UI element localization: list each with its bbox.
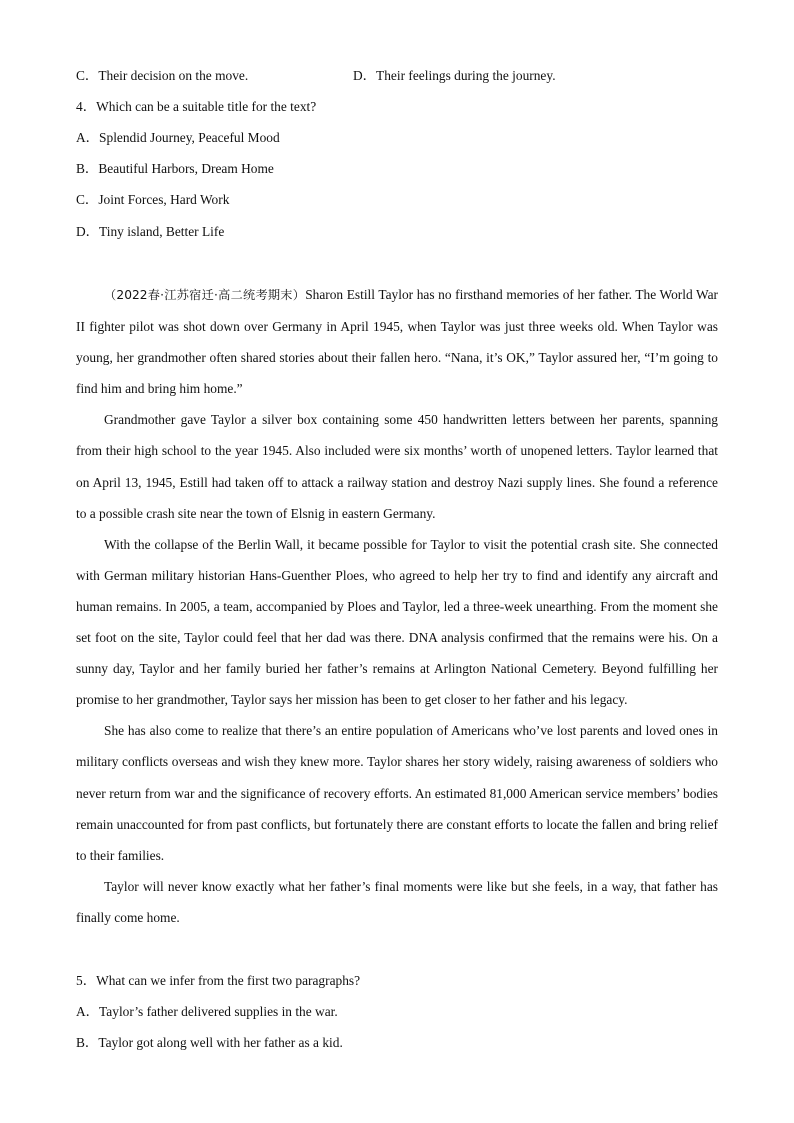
passage-paragraph-5: Taylor will never know exactly what her father’s final moments were like but she feels, in a way, that father has finally come home. — [76, 878, 718, 925]
q3-options-row — [76, 68, 718, 84]
q4-stem: 4．Which can be a suitable title for the text? — [76, 99, 317, 114]
passage-source: （2022春·江苏宿迁·高二统考期末） — [104, 288, 306, 302]
passage-paragraph-4: She has also come to realize that there’s an entire population of Americans who’ve lost parents and loved ones in military conflicts overseas and wish they knew more. Taylor shares her story widely, raising awareness of soldiers who never return from war and the significance of recovery efforts. An estimated 81,000 American service members’ bodies remain unaccounted for from past conflicts, but fortunately there are constant efforts to locate the fallen and bring relief to their families. — [76, 723, 718, 863]
passage-paragraph-3: With the collapse of the Berlin Wall, it became possible for Taylor to visit the potential crash site. She connected with German military historian Hans-Guenther Ploes, who agreed to help her try to find and identify any aircraft and human remains. In 2005, a team, accompanied by Ploes and Taylor, led a three-week unearthing. From the moment she set foot on the site, Taylor could feel that her dad was there. DNA analysis confirmed that the remains were his. On a sunny day, Taylor and her family buried her father’s remains at Arlington National Cemetery. Beyond fulfilling her promise to her grandmother, Taylor says her mission has been to get closer to her father and his legacy. — [76, 536, 718, 708]
q4-option-d[interactable]: D．Tiny island, Better Life — [76, 224, 225, 239]
passage-paragraph-1 — [76, 279, 718, 404]
q4-option-c[interactable]: C．Joint Forces, Hard Work — [76, 192, 230, 207]
reading-passage — [76, 279, 718, 933]
q3-option-d[interactable]: D．Their feelings during the journey. — [353, 68, 556, 83]
passage-paragraph-2: Grandmother gave Taylor a silver box containing some 450 handwritten letters between her parents, spanning from their high school to the year 1945. Also included were six months’ worth of unopened letters. Taylor learned that on April 13, 1945, Estill had taken off to attack a railway station and destroy Nazi supply lines. She found a reference to a possible crash site near the town of Elsnig in eastern Germany. — [76, 412, 718, 521]
q5-stem: 5．What can we infer from the first two paragraphs? — [76, 973, 361, 988]
q3-option-c[interactable]: C．Their decision on the move. — [76, 68, 249, 83]
q5-option-a[interactable]: A．Taylor’s father delivered supplies in the war. — [76, 1004, 338, 1019]
passage-paragraph-1-text: Sharon Estill Taylor has no firsthand memories of her father. The World War II fighter pilot was shot down over Germany in April 1945, when Taylor was just three weeks old. When Taylor was young, her grandmother often shared stories about their fallen hero. “Nana, it’s OK,” Taylor assured her, “I’m going to find him and bring him home.” — [76, 287, 718, 397]
q5-option-b[interactable]: B．Taylor got along well with her father as a kid. — [76, 1035, 343, 1050]
q4-option-b[interactable]: B．Beautiful Harbors, Dream Home — [76, 161, 274, 176]
q4-option-a[interactable]: A．Splendid Journey, Peaceful Mood — [76, 130, 280, 145]
